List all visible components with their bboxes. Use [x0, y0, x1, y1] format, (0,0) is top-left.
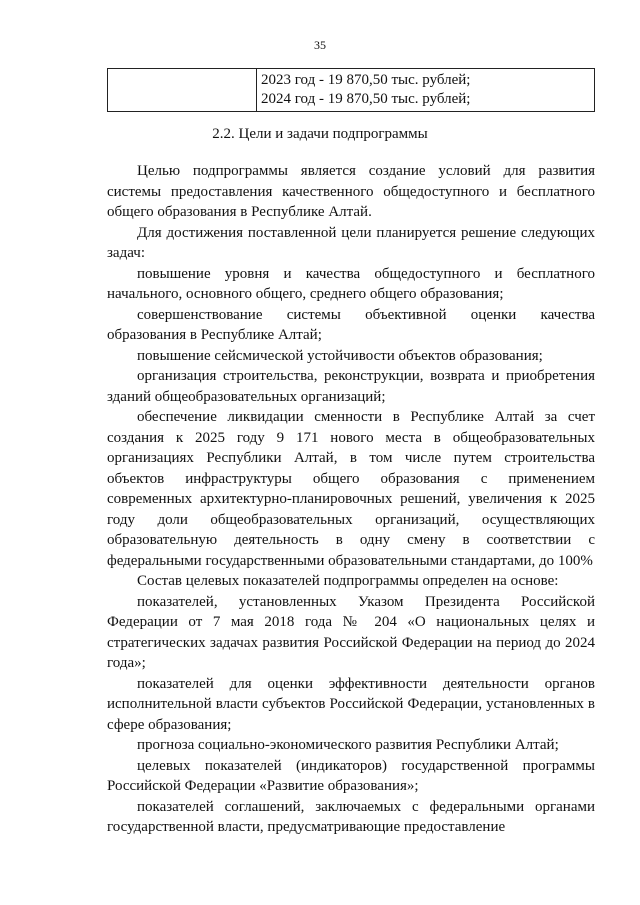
funding-line-2024: 2024 год - 19 870,50 тыс. рублей;	[261, 91, 471, 107]
table-row	[108, 69, 595, 112]
paragraph: прогноза социально-экономического развития Республики Алтай;	[137, 737, 559, 753]
paragraph: повышение уровня и качества общедоступного и бесплатного начального, основного общего, среднего общего образования;	[107, 265, 595, 302]
paragraph: Состав целевых показателей подпрограммы определен на основе:	[137, 573, 559, 589]
paragraph: обеспечение ликвидации сменности в Республике Алтай за счет создания к 2025 году 9 171 нового места в общеобразовательных организациях Республики Алтай, в том числе путем строительства объектов инфраструктуры общего образования с применением современных архитектурно-планировочных решений, увеличения к 2025 году доли общеобразовательных организаций, осуществляющих образовательную деятельность в одну смену в соответствии с федеральными государственными образовательными стандартами, до 100%	[107, 409, 595, 569]
table-cell-empty	[108, 69, 257, 112]
page-number: 35	[314, 38, 326, 52]
paragraph: Целью подпрограммы является создание условий для развития системы предоставления качественного общедоступного и бесплатного общего образования в Республике Алтай.	[107, 163, 595, 220]
paragraph: целевых показателей (индикаторов) государственной программы Российской Федерации «Развитие образования»;	[107, 757, 595, 794]
section-heading: 2.2. Цели и задачи подпрограммы	[212, 126, 428, 142]
paragraph: Для достижения поставленной цели планируется решение следующих задач:	[107, 224, 595, 261]
paragraph: показателей, установленных Указом Президента Российской Федерации от 7 мая 2018 года № 204 «О национальных целях и стратегических задачах развития Российской Федерации на период до 2024 года»;	[107, 593, 595, 671]
table-cell-funding	[257, 69, 595, 112]
funding-table	[107, 68, 595, 112]
paragraph: совершенствование системы объективной оценки качества образования в Республике Алтай;	[107, 306, 595, 343]
funding-line-2023: 2023 год - 19 870,50 тыс. рублей;	[261, 72, 471, 88]
body-text	[107, 161, 595, 838]
paragraph: показателей соглашений, заключаемых с федеральными органами государственной власти, предусматривающие предоставление	[107, 798, 595, 835]
paragraph: организация строительства, реконструкции, возврата и приобретения зданий общеобразовательных организаций;	[107, 368, 595, 405]
paragraph: показателей для оценки эффективности деятельности органов исполнительной власти субъектов Российской Федерации, установленных в сфере образования;	[107, 675, 595, 733]
paragraph: повышение сейсмической устойчивости объектов образования;	[137, 347, 543, 364]
